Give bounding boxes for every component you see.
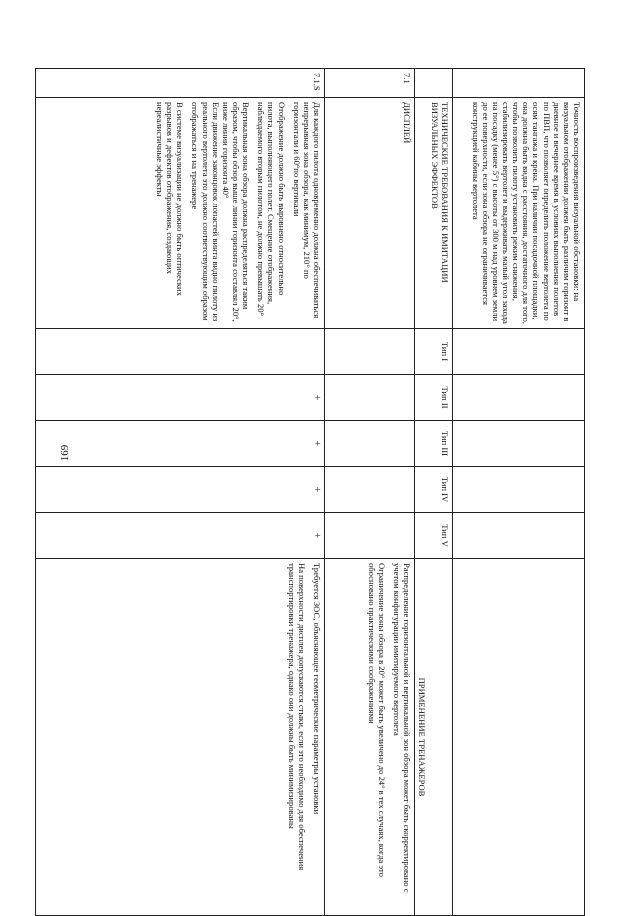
requirement-text: Вертикальная зона обзора должна распределяться таким образом, чтобы обзор выше линии горизонта составлял 20°, ниже линии горизонта 40°: [220, 102, 252, 322]
table-header-row: [415, 69, 453, 916]
plus-mark: +: [311, 486, 322, 493]
type-cell: [453, 513, 585, 559]
row-number: 7.1.S: [36, 69, 325, 98]
requirement-text: Если движение законцовок лопастей винта видно пилоту из реального вертолета это должно соответствующим образом отображаться и на тренажере: [190, 102, 221, 322]
type-2-mark: [36, 375, 325, 421]
type-cell: [325, 421, 415, 467]
page-number: 169: [59, 444, 71, 462]
header-number-cell: [415, 69, 453, 98]
section-title-display: ДИСПЛЕЙ: [325, 98, 415, 329]
header-type-1: Тип I: [415, 329, 453, 375]
requirements-cell: [36, 98, 325, 329]
application-text: Требуется ЗОС, объясняющее геометрические параметры установки: [312, 563, 322, 815]
requirement-text: Для каждого пилота одновременно должна обеспечиваться непрерывная зона обзора, как минимум, 210° по горизонтали и 60°по вертикали: [291, 102, 322, 319]
type-cell: [453, 467, 585, 513]
header-type-3: Тип III: [415, 421, 453, 467]
application-cell: [325, 559, 415, 916]
header-requirements: ТЕХНИЧЕСКИЕ ТРЕБОВАНИЯ К ИМИТАЦИИ ВИЗУАЛЬНЫХ ЭФФЕКТОВ: [415, 98, 453, 329]
plus-mark: +: [311, 532, 322, 539]
table-row: [453, 69, 585, 916]
type-cell: [453, 375, 585, 421]
type-3-mark: [36, 421, 325, 467]
type-cell: [453, 329, 585, 375]
type-1-mark: [36, 329, 325, 375]
application-cell: [36, 559, 325, 916]
requirement-text: В системе визуализации не должно быть оптических разрывов и дефектов отображения, создающих нереалистичные эффекты: [155, 102, 186, 296]
intro-text-cell: [453, 98, 585, 329]
type-cell: [453, 421, 585, 467]
application-text: Ограничение зоны обзора в 20° может быть увеличено до 24° в тех случаях, когда это обосновано практическими соображениями: [366, 563, 387, 877]
row-number: 7.1: [325, 69, 415, 98]
header-type-4: Тип IV: [415, 467, 453, 513]
rotated-page-content: [35, 68, 585, 900]
plus-mark: +: [311, 394, 322, 401]
requirement-text: Отображение должно быть выровнено относительно пилота, выполняющего полет. Смещение отображения, наблюдаемого вторым пилотом, не должно превышать 20°: [256, 102, 287, 316]
application-cell: [453, 559, 585, 916]
header-application: ПРИМЕНЕНИЕ ТРЕНАЖЕРОВ: [415, 559, 453, 916]
type-5-mark: [36, 513, 325, 559]
table-row-7-1: [325, 69, 415, 916]
row-number-cell: [453, 69, 585, 98]
requirements-table: [35, 68, 585, 916]
header-type-5: Тип V: [415, 513, 453, 559]
type-cell: [325, 375, 415, 421]
application-text: На поверхности дисплея допускаются стыки, если это необходимо для обеспечения транспортировки тренажера, однако они должны быть минимизированы: [286, 563, 307, 871]
type-cell: [325, 467, 415, 513]
intro-text: Точность воспроизведения визуальной обстановки: на визуальном отображении должен быть различим горизонт в дневное и вечернее время в условиях выполнения полетов по ПВП, что позволяет определить положение вертолета по осям тангажа и крена. При наличии посадочной площадки, она должна быть видна с расстояния, достаточного для того, чтобы позволить пилоту установить режим снижения, стабилизировать вертолет и выдерживать малый угол захода на посадку (менее 5°) с высоты от 300 м над уровнем земли до ее поверхности, если зона обзора не ограничивается конструкцией кабины вертолета: [470, 102, 582, 324]
plus-mark: +: [311, 440, 322, 447]
header-type-2: Тип II: [415, 375, 453, 421]
type-4-mark: [36, 467, 325, 513]
type-cell: [325, 513, 415, 559]
application-text: Распределение горизонтальной и вертикальной зон обзора может быть скорректировано с учетом конфигурации имитируемого вертолета: [391, 563, 412, 893]
type-cell: [325, 329, 415, 375]
table-row-7-1-s: [36, 69, 325, 916]
